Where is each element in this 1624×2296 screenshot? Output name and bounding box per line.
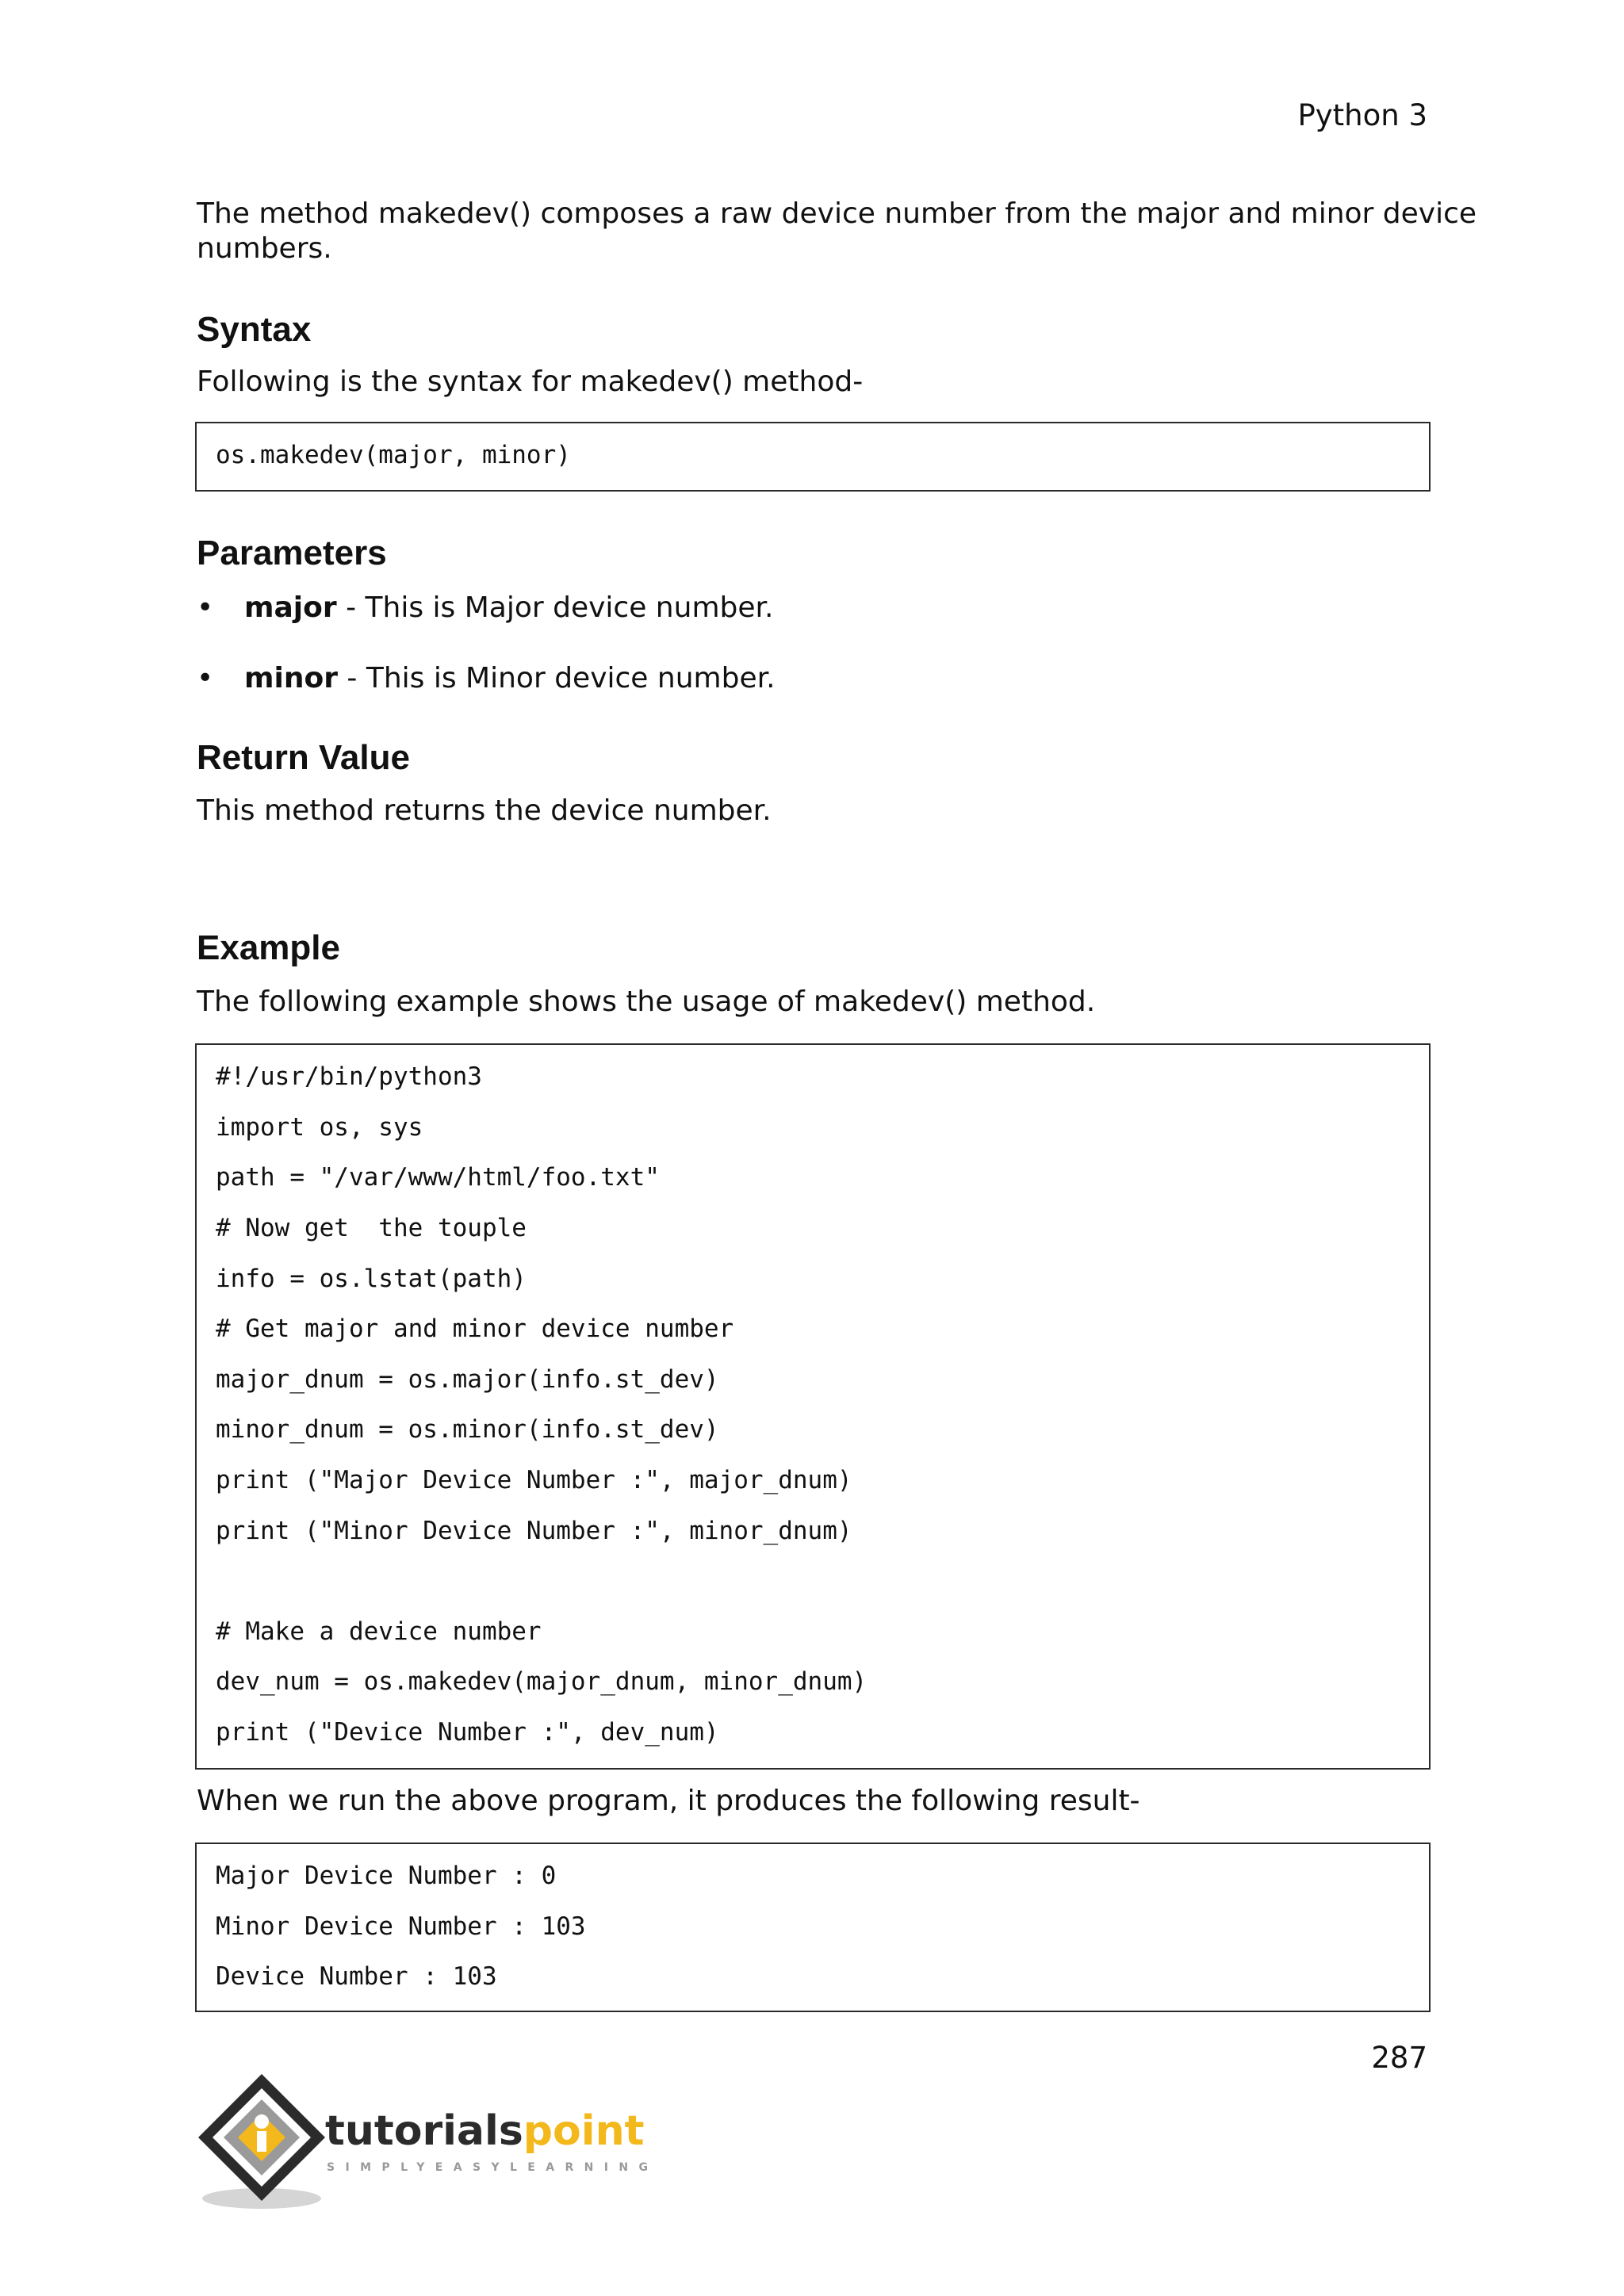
syntax-code-box — [195, 422, 1431, 492]
code-line: print ("Minor Device Number :", minor_dnum) — [216, 1517, 852, 1545]
result-intro: When we run the above program, it produces the following result- — [197, 1785, 1140, 1817]
bullet-icon: • — [197, 591, 214, 624]
logo-graphic — [190, 2069, 666, 2212]
code-line: minor_dnum = os.minor(info.st_dev) — [216, 1415, 719, 1444]
output-box — [195, 1843, 1431, 2012]
intro-line-2: numbers. — [197, 232, 332, 265]
output-line: Minor Device Number : 103 — [216, 1912, 586, 1941]
code-line: #!/usr/bin/python3 — [216, 1062, 482, 1091]
return-value-description: This method returns the device number. — [197, 794, 772, 827]
example-description: The following example shows the usage of makedev() method. — [197, 985, 1096, 1018]
code-line: print ("Major Device Number :", major_dnum) — [216, 1466, 852, 1494]
return-value-heading: Return Value — [197, 738, 410, 777]
tutorialspoint-logo — [190, 2069, 666, 2212]
syntax-heading: Syntax — [197, 310, 312, 349]
syntax-description: Following is the syntax for makedev() method- — [197, 365, 864, 398]
parameter-name: minor — [244, 662, 338, 695]
bullet-icon: • — [197, 662, 214, 695]
output-line: Device Number : 103 — [216, 1962, 497, 1991]
parameter-item-minor — [197, 662, 776, 695]
syntax-code: os.makedev(major, minor) — [216, 441, 571, 469]
output-line: Major Device Number : 0 — [216, 1862, 557, 1890]
logo-tagline: SIMPLYEASYLEARNING — [327, 2161, 659, 2174]
code-line: # Now get the touple — [216, 1214, 527, 1242]
code-line: dev_num = os.makedev(major_dnum, minor_dnum) — [216, 1667, 868, 1696]
intro-line-1: The method makedev() composes a raw device number from the major and minor device — [197, 197, 1477, 230]
intro-paragraph — [197, 197, 1477, 266]
logo-wordmark: tutorialspoint — [325, 2107, 645, 2155]
code-line: print ("Device Number :", dev_num) — [216, 1718, 719, 1747]
code-line: import os, sys — [216, 1113, 423, 1142]
parameters-heading: Parameters — [197, 534, 387, 572]
example-heading: Example — [197, 928, 340, 967]
code-line: info = os.lstat(path) — [216, 1265, 527, 1293]
parameter-description: - This is Minor device number. — [337, 662, 776, 695]
code-line: # Get major and minor device number — [216, 1314, 734, 1343]
parameter-description: - This is Major device number. — [336, 591, 774, 624]
example-code-box — [195, 1043, 1431, 1770]
code-line: # Make a device number — [216, 1617, 542, 1646]
code-line: path = "/var/www/html/foo.txt" — [216, 1163, 660, 1192]
page-header-title: Python 3 — [1297, 98, 1427, 132]
parameter-name: major — [244, 591, 337, 624]
page-number: 287 — [1371, 2041, 1427, 2075]
parameter-item-major — [197, 591, 774, 624]
code-line: major_dnum = os.major(info.st_dev) — [216, 1365, 719, 1394]
